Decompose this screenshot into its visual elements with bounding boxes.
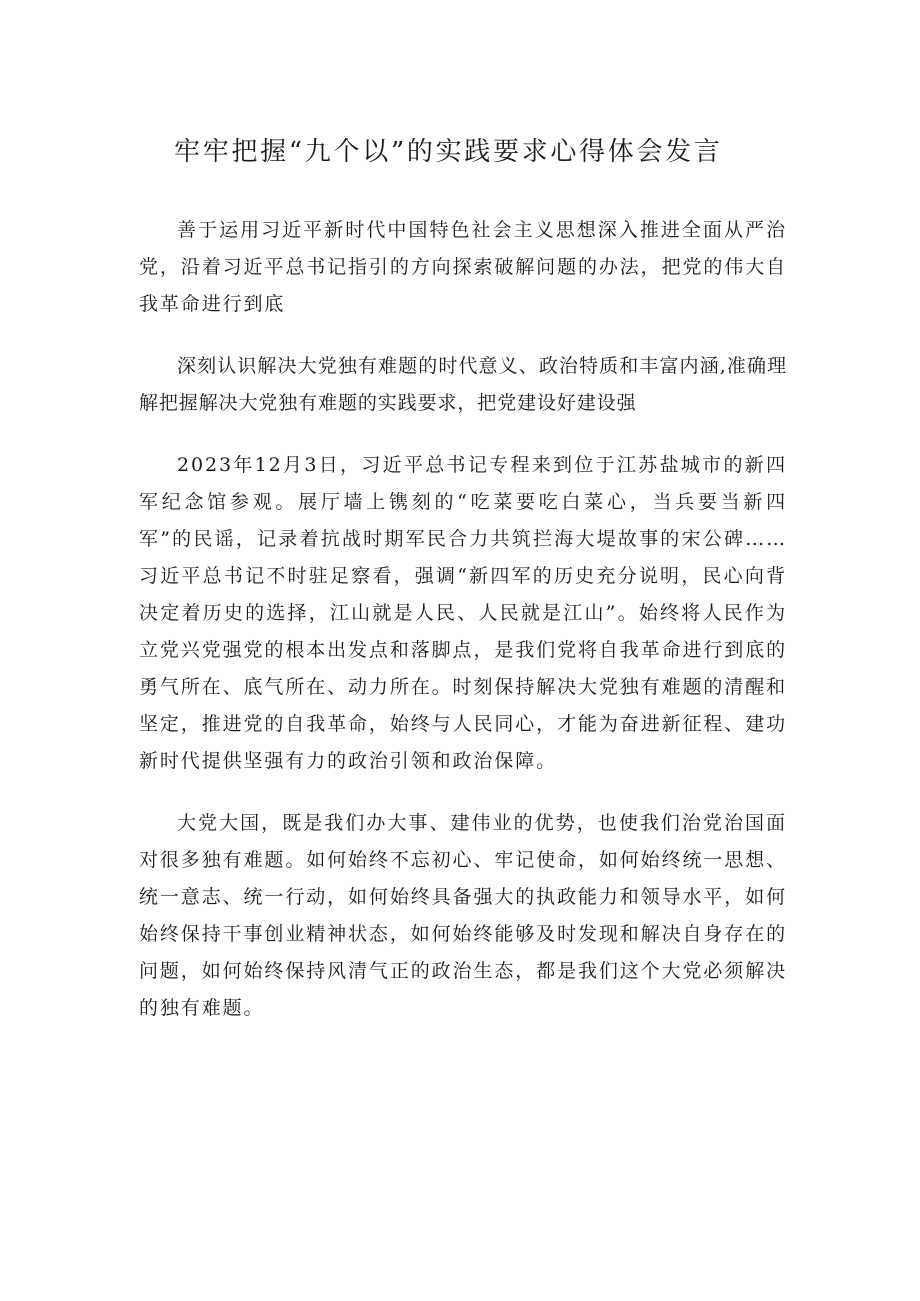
paragraph-2: 深刻认识解决大党独有难题的时代意义、政治特质和丰富内涵,准确理解把握解决大党独有难题的实践要求，把党建设好建设强 xyxy=(139,355,787,414)
paragraph-1: 善于运用习近平新时代中国特色社会主义思想深入推进全面从严治党，沿着习近平总书记指引的方向探索破解问题的办法，把党的伟大自我革命进行到底 xyxy=(139,219,787,315)
paragraph-3: 2023年12月3日，习近平总书记专程来到位于江苏盐城市的新四军纪念馆参观。展厅墙上镌刻的“吃菜要吃白菜心，当兵要当新四军”的民谣，记录着抗战时期军民合力共筑拦海大堤故事的宋公碑……习近平总书记不时驻足察看，强调“新四军的历史充分说明，民心向背决定着历史的选择，江山就是人民、人民就是江山”。始终将人民作为立党兴党强党的根本出发点和落脚点，是我们党将自我革命进行到底的勇气所在、底气所在、动力所在。时刻保持解决大党独有难题的清醒和坚定，推进党的自我革命，始终与人民同心，才能为奋进新征程、建功新时代提供坚强有力的政治引领和政治保障。 xyxy=(139,454,787,772)
document-title: 牢牢把握“九个以”的实践要求心得体会发言 xyxy=(174,137,723,167)
paragraph-4: 大党大国，既是我们办大事、建伟业的优势，也使我们治党治国面对很多独有难题。如何始终不忘初心、牢记使命，如何始终统一思想、统一意志、统一行动，如何始终具备强大的执政能力和领导水平，如何始终保持干事创业精神状态，如何始终能够及时发现和解决自身存在的问题，如何始终保持风清气正的政治生态，都是我们这个大党必须解决的独有难题。 xyxy=(139,812,787,1019)
